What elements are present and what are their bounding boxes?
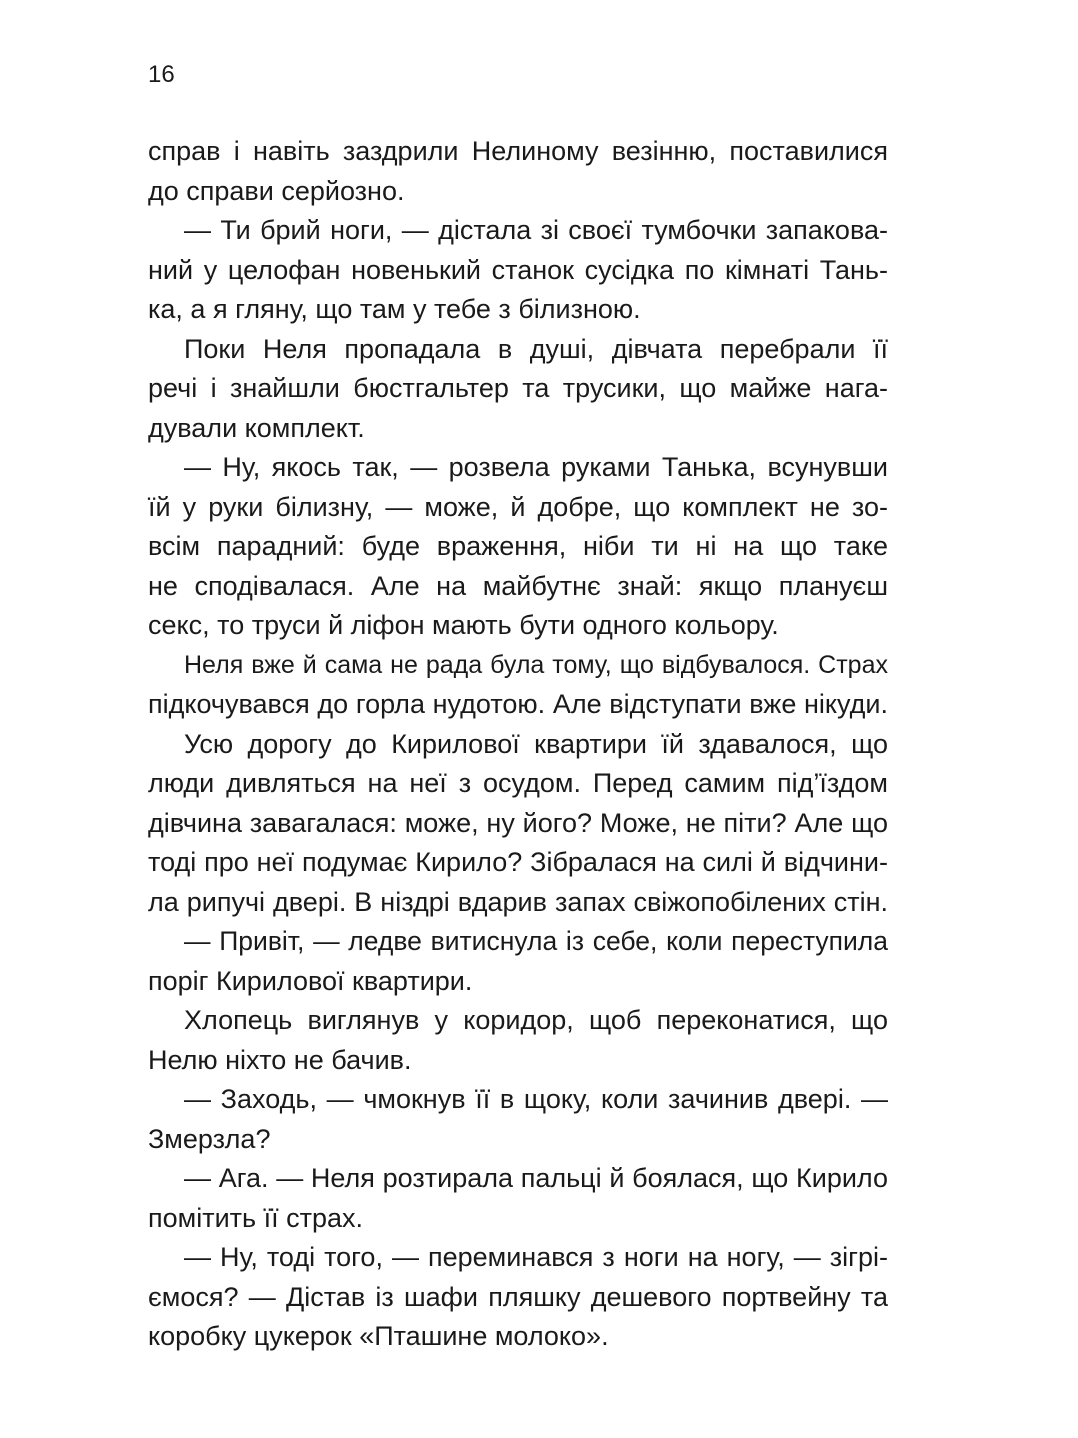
text-line: секс, то труси й ліфон мають бути одного кольору.	[148, 610, 779, 640]
text-line: — Привіт, — ледве витиснула із себе, коли переступила	[184, 926, 888, 956]
text-line: ка, а я гляну, що там у тебе з білизною.	[148, 294, 641, 324]
text-line: поріг Кирилової квартири.	[148, 965, 473, 996]
text-line: дували комплект.	[148, 412, 365, 443]
text-line: коробку цукерок «Пташине молоко».	[148, 1321, 609, 1351]
text-line: — Ну, тоді того, — переминався з ноги на ногу, — зігрі-	[184, 1242, 888, 1272]
text-line: підкочувався до горла нудотою. Але відступати вже нікуди.	[148, 689, 888, 719]
text-line: — Ага. — Неля розтирала пальці й боялася, що Кирило	[184, 1163, 888, 1193]
text-line: — Заходь, — чмокнув її в щоку, коли зачинив двері. —	[184, 1084, 888, 1114]
text-line: Змерзла?	[148, 1123, 271, 1154]
text-line: тоді про неї подумає Кирило? Зібралася на силі й відчини-	[148, 847, 888, 877]
text-line: їй у руки білизну, — може, й добре, що комплект не зо-	[148, 491, 888, 522]
text-line: ла рипучі двері. В ніздрі вдарив запах свіжопобілених стін.	[148, 886, 888, 917]
text-line: дівчина завагалася: може, ну його? Може, не піти? Але що	[148, 807, 888, 838]
text-line: люди дивляться на неї з осудом. Перед самим під’їздом	[148, 768, 888, 798]
page-number: 16	[148, 61, 175, 88]
text-line: Поки Неля пропадала в душі, дівчата перебрали її	[184, 333, 888, 364]
text-line: Нелю ніхто не бачив.	[148, 1044, 412, 1075]
text-line: не сподівалася. Але на майбутнє знай: якщо плануєш	[148, 570, 888, 601]
text-line: Усю дорогу до Кирилової квартири їй здавалося, що	[184, 728, 888, 759]
body-text	[148, 132, 888, 1357]
text-line: — Ну, якось так, — розвела руками Танька, всунувши	[184, 452, 888, 482]
text-line: ний у целофан новенький станок сусідка по кімнаті Тань-	[148, 254, 888, 285]
text-line: помітить її страх.	[148, 1202, 363, 1233]
text-line: ємося? — Дістав із шафи пляшку дешевого портвейну та	[148, 1281, 888, 1312]
text-line: до справи серйозно.	[148, 175, 405, 206]
text-line: Неля вже й сама не рада була тому, що відбувалося. Страх	[184, 650, 888, 679]
text-line: всім парадний: буде враження, ніби ти ні на що таке	[148, 531, 888, 561]
text-line: Хлопець виглянув у коридор, щоб переконатися, що	[184, 1005, 888, 1035]
text-line: — Ти брий ноги, — дістала зі своєї тумбочки запакова-	[184, 215, 888, 245]
text-line: справ і навіть заздрили Нелиному везінню, поставилися	[148, 136, 888, 166]
text-line: речі і знайшли бюстгальтер та трусики, що майже нага-	[148, 373, 888, 403]
